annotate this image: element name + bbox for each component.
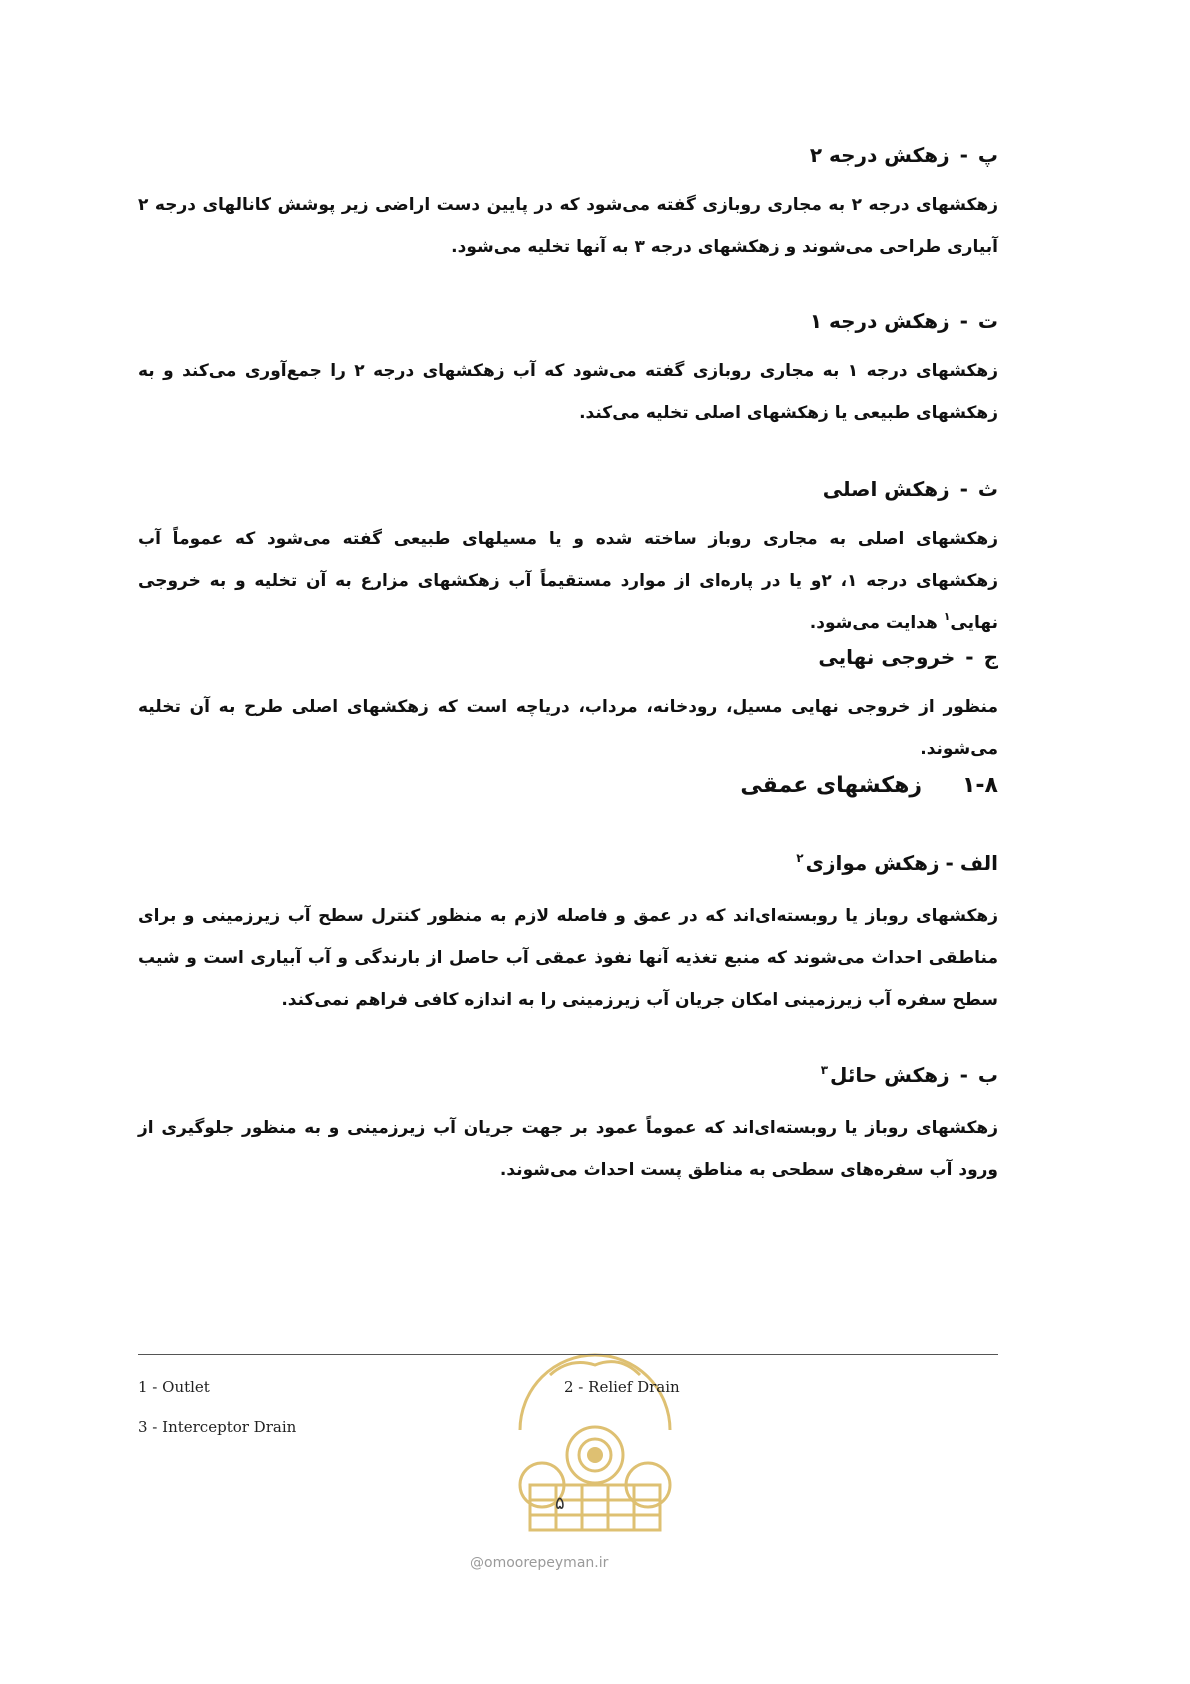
heading-letter: ت — [977, 309, 998, 333]
watermark-logo-icon — [490, 1335, 700, 1545]
footnote-1: 1 - Outlet — [138, 1378, 210, 1396]
paragraph-final-outlet: منظور از خروجی نهایی مسیل، رودخانه، مرداب، دریاچه است که زهکشهای اصلی طرح به آن تخلیه می‌شوند. — [138, 697, 998, 759]
footnote-divider — [138, 1354, 998, 1355]
heading-letter: پ — [977, 143, 998, 167]
paragraph-relief-drain: زهکشهای روباز یا روبسته‌ای‌اند که در عمق و فاصله لازم به منظور کنترل سطح آب زیرزمینی و برای مناطقی احداث می‌شوند که منبع تغذیه آنها نفوذ عمقی آب حاصل از بارندگی و آب آبیاری است و شیب سطح سفره آب زیرزمینی امکان جریان آب زیرزمینی را به اندازه کافی فراهم نمی‌کند. — [138, 906, 998, 1010]
heading-main-drain — [138, 474, 998, 504]
section-main-drain — [138, 474, 998, 646]
heading-title: زهکش موازی — [805, 851, 940, 875]
paragraph-interceptor-drain: زهکشهای روباز یا روبسته‌ای‌اند که عموماً عمود بر جهت جریان آب زیرزمینی و به منظور جلوگیری از ورود آب سفره‌های سطحی به مناطق پست احداث می‌شوند. — [138, 1118, 998, 1180]
section-relief-drain — [138, 848, 998, 1021]
paragraph-drain-grade-2: زهکشهای درجه ۲ به مجاری روبازی گفته می‌شود که در پایین دست اراضی زیر پوشش کانالهای درجه ۲ آبیاری طراحی می‌شوند و زهکشهای درجه ۳ به آنها تخلیه می‌شود. — [138, 195, 998, 257]
paragraph-main-drain — [138, 518, 998, 646]
paragraph-text: زهکشهای اصلی به مجاری روباز ساخته شده و یا مسیلهای طبیعی گفته می‌شود که عموماً آب زهکشهای درجه ۱، ۲و یا در پاره‌ای از موارد مستقیماً آب زهکشهای مزارع به آن تخلیه و به خروجی نهایی — [138, 529, 998, 633]
paragraph-drain-grade-1: زهکشهای درجه ۱ به مجاری روبازی گفته می‌شود که آب زهکشهای درجه ۲ را جمع‌آوری می‌کند و به زهکشهای طبیعی یا زهکشهای اصلی تخلیه می‌کند. — [138, 361, 999, 423]
heading-letter: ج — [983, 645, 998, 669]
heading-final-outlet — [138, 642, 998, 672]
heading-interceptor-drain — [138, 1060, 998, 1093]
heading-title: خروجی نهایی — [818, 645, 956, 669]
heading-relief-drain — [138, 848, 998, 881]
heading-dash: - — [945, 851, 954, 875]
major-heading — [138, 770, 998, 802]
heading-letter: ث — [977, 477, 998, 501]
major-heading-number: ۱-۸ — [962, 773, 998, 798]
heading-title: زهکش اصلی — [822, 477, 950, 501]
heading-drain-grade-2 — [138, 140, 998, 170]
footnote-ref-2: ۲ — [796, 851, 804, 865]
heading-letter: الف — [959, 851, 998, 875]
footnote-ref-1: ۱ — [943, 610, 951, 623]
page-number: ۵ — [555, 1493, 565, 1514]
section-final-outlet — [138, 642, 998, 770]
heading-letter: ب — [977, 1063, 998, 1087]
heading-dash: - — [965, 645, 974, 669]
footnote-2: 2 - Relief Drain — [564, 1378, 680, 1396]
heading-drain-grade-1 — [138, 306, 998, 336]
section-interceptor-drain — [138, 1060, 998, 1191]
section-drain-grade-2 — [138, 140, 998, 268]
heading-dash: - — [959, 1063, 968, 1087]
heading-dash: - — [959, 477, 968, 501]
paragraph-text-end: هدایت می‌شود. — [809, 613, 944, 633]
heading-dash: - — [959, 143, 968, 167]
heading-dash: - — [959, 309, 968, 333]
section-drain-grade-1 — [138, 306, 998, 434]
major-heading-title: زهکشهای عمقی — [740, 773, 922, 798]
footnote-3: 3 - Interceptor Drain — [138, 1418, 297, 1436]
footnote-ref-3: ۳ — [820, 1063, 829, 1077]
section-deep-drains — [138, 770, 998, 802]
heading-title: زهکش درجه ۲ — [809, 143, 950, 167]
heading-title: زهکش حائل — [830, 1063, 950, 1087]
watermark-site-text: @omoorepeyman.ir — [470, 1555, 609, 1571]
heading-title: زهکش درجه ۱ — [809, 309, 950, 333]
